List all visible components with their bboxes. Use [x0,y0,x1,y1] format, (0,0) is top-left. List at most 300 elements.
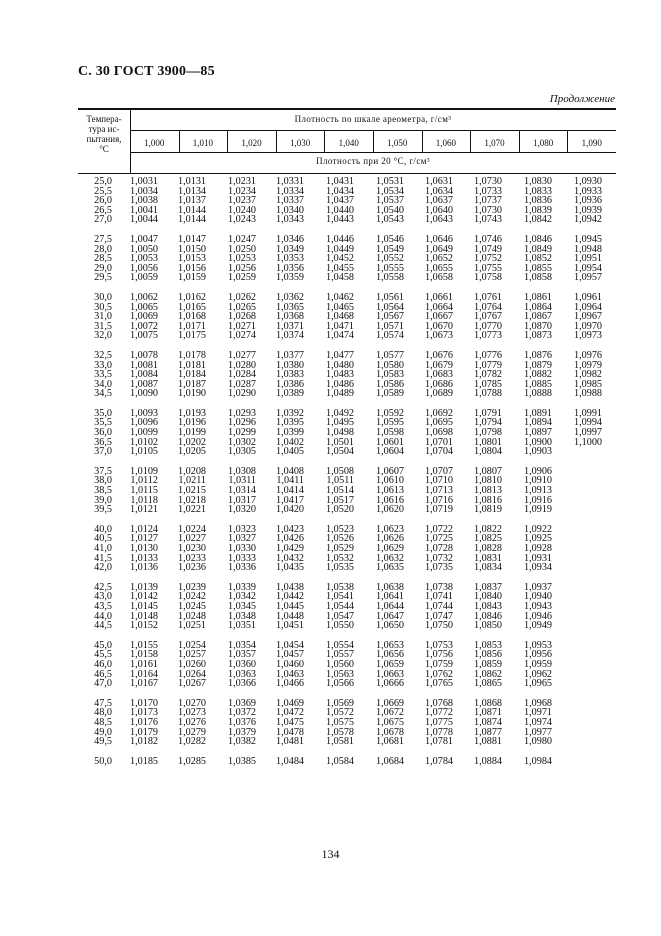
row-group [78,235,616,283]
row-group [78,525,616,573]
density-cell: 1,0327 [227,533,256,545]
density-cell: 1,0131 [177,176,206,187]
density-cell: 1,0765 [424,678,453,690]
density-cell: 1,0483 [325,369,354,381]
temperature-cell: 36,5 [94,436,112,448]
density-cell: 1,0730 [473,176,502,187]
density-cell: 1,1000 [573,436,602,448]
density-cell: 1,0592 [375,407,404,419]
density-cell: 1,0517 [325,494,354,506]
row-group [78,467,616,515]
density-cell: 1,0970 [573,320,602,332]
density-cell: 1,0168 [177,311,206,323]
density-cell: 1,0075 [129,330,158,342]
density-cell: 1,0974 [523,716,552,728]
density-cell: 1,0179 [129,726,158,738]
density-cell: 1,0383 [275,369,304,381]
density-cell: 1,0919 [523,504,552,516]
density-cell: 1,0260 [177,658,206,670]
density-cell: 1,0159 [177,272,206,284]
table-row [78,447,616,457]
density-cell: 1,0133 [129,552,158,564]
density-cell: 1,0764 [473,301,502,313]
scale-column-divider [567,130,568,152]
density-cell: 1,0661 [424,291,453,303]
density-cell: 1,0282 [177,736,206,748]
density-cell: 1,0462 [325,291,354,303]
density-cell: 1,0813 [473,485,502,497]
density-cell: 1,0277 [227,349,256,361]
density-cell: 1,0791 [473,407,502,419]
density-cell: 1,0130 [129,543,158,554]
density-cell: 1,0755 [473,262,502,274]
density-cell: 1,0302 [227,436,256,448]
density-cell: 1,0489 [325,388,354,400]
density-cell: 1,0498 [325,427,354,439]
density-cell: 1,0486 [325,378,354,390]
density-cell: 1,0681 [375,736,404,748]
density-cell: 1,0852 [523,253,552,265]
density-cell: 1,0469 [275,697,304,709]
density-cell: 1,0572 [325,707,354,719]
density-cell: 1,0738 [424,581,453,593]
density-cell: 1,0253 [227,253,256,265]
density-cell: 1,0078 [129,349,158,361]
density-cell: 1,0112 [130,475,158,487]
density-cell: 1,0243 [227,214,256,226]
density-cell: 1,0271 [227,320,256,332]
row-group [78,293,616,341]
density-cell: 1,0967 [573,311,602,323]
density-cell: 1,0362 [275,291,304,303]
table-top-rule [78,108,616,110]
density-cell: 1,0976 [573,349,602,361]
temperature-cell: 40,5 [94,533,112,545]
density-cell: 1,0420 [275,504,304,516]
density-cell: 1,0144 [177,204,206,216]
density-cell: 1,0231 [227,176,256,187]
density-cell: 1,0379 [227,726,256,738]
density-cell: 1,0759 [424,658,453,670]
density-cell: 1,0363 [227,668,256,680]
temperature-cell: 40,0 [94,523,112,535]
scale-column-divider [422,130,423,152]
temperature-cell: 44,5 [94,620,112,632]
density-cell: 1,0323 [227,523,256,535]
density-cell: 1,0256 [227,262,256,274]
temperature-cell: 32,0 [94,330,112,342]
density-cell: 1,0090 [129,388,158,400]
density-cell: 1,0374 [275,330,304,342]
density-cell: 1,0230 [177,543,206,554]
temperature-cell: 45,5 [94,649,112,661]
density-cell: 1,0692 [424,407,453,419]
density-cell: 1,0353 [275,253,304,265]
density-cell: 1,0873 [523,330,552,342]
density-cell: 1,0578 [325,726,354,738]
density-cell: 1,0982 [573,369,602,381]
density-cell: 1,0794 [473,417,502,429]
density-cell: 1,0139 [129,581,158,593]
density-cell: 1,0523 [325,523,354,535]
density-cell: 1,0102 [129,436,158,448]
temperature-cell: 38,5 [94,485,112,497]
density-cell: 1,0750 [424,620,453,632]
density-cell: 1,0997 [573,427,602,439]
density-cell: 1,0885 [523,378,552,390]
density-cell: 1,0287 [227,378,256,390]
density-cell: 1,0520 [325,504,354,516]
density-cell: 1,0164 [129,668,158,680]
density-cell: 1,0746 [473,233,502,245]
density-cell: 1,0365 [275,301,304,313]
density-cell: 1,0635 [375,562,404,574]
density-cell: 1,0637 [424,195,453,207]
density-cell: 1,0994 [573,417,602,429]
density-cell: 1,0580 [375,359,404,371]
density-cell: 1,0495 [325,417,354,429]
density-cell: 1,0250 [227,243,256,255]
density-cell: 1,0946 [523,610,552,622]
density-cell: 1,0689 [424,388,453,400]
density-cell: 1,0836 [523,195,552,207]
density-cell: 1,0643 [424,214,453,226]
density-cell: 1,0653 [375,639,404,651]
density-cell: 1,0900 [523,436,552,448]
density-cell: 1,0968 [523,697,552,709]
temperature-cell: 37,0 [94,446,112,458]
temperature-cell: 31,5 [94,320,112,332]
density-cell: 1,0547 [325,610,354,622]
density-cell: 1,0337 [275,195,304,207]
density-cell: 1,0540 [375,204,404,216]
density-cell: 1,0604 [375,446,404,458]
density-cell: 1,0096 [129,417,158,429]
density-cell: 1,0936 [573,195,602,207]
density-cell: 1,0595 [375,417,404,429]
table-row [78,737,616,747]
density-cell: 1,0979 [573,359,602,371]
density-cell: 1,0056 [129,262,158,274]
density-cell: 1,0616 [375,494,404,506]
density-cell: 1,0784 [424,755,453,767]
density-cell: 1,0233 [177,552,206,564]
density-cell: 1,0954 [573,262,602,274]
density-cell: 1,0781 [424,736,453,748]
density-cell: 1,0737 [473,195,502,207]
density-cell: 1,0443 [325,214,354,226]
density-cell: 1,0376 [227,716,256,728]
density-cell: 1,0284 [227,369,256,381]
scale-column-header: 1,080 [532,138,554,148]
density-cell: 1,0552 [375,253,404,265]
table-row [78,215,616,225]
density-cell: 1,0558 [375,272,404,284]
density-cell: 1,0988 [573,388,602,400]
density-cell: 1,0208 [177,465,206,477]
density-cell: 1,0977 [523,726,552,738]
density-cell: 1,0928 [523,543,552,554]
density-cell: 1,0175 [177,330,206,342]
density-cell: 1,0649 [424,243,453,255]
density-cell: 1,0822 [473,523,502,535]
density-cell: 1,0171 [177,320,206,332]
density-cell: 1,0452 [325,253,354,265]
density-cell: 1,0942 [573,214,602,226]
density-cell: 1,0679 [424,359,453,371]
density-cell: 1,0359 [275,272,304,284]
density-cell: 1,0395 [275,417,304,429]
density-cell: 1,0150 [177,243,206,255]
density-cell: 1,0280 [227,359,256,371]
density-cell: 1,0389 [275,388,304,400]
temperature-cell: 34,5 [94,388,112,400]
density-cell: 1,0951 [573,253,602,265]
density-cell: 1,0438 [275,581,304,593]
density-cell: 1,0429 [275,543,304,554]
density-cell: 1,0340 [275,204,304,216]
density-cell: 1,0650 [375,620,404,632]
density-cell: 1,0454 [275,639,304,651]
density-cell: 1,0701 [424,436,453,448]
density-cell: 1,0672 [375,707,404,719]
density-cell: 1,0465 [325,301,354,313]
density-cell: 1,0753 [424,639,453,651]
density-cell: 1,0385 [227,755,256,767]
temperature-cell: 43,0 [94,591,112,603]
density-cell: 1,0788 [473,388,502,400]
density-cell: 1,0543 [375,214,404,226]
density-cell: 1,0285 [177,755,206,767]
density-cell: 1,0962 [523,668,552,680]
temperature-cell: 47,0 [94,678,112,690]
row-group [78,351,616,399]
density-cell: 1,0752 [473,253,502,265]
density-cell: 1,0881 [473,736,502,748]
hydrometer-scale-header: Плотность по шкале ареометра, г/см³ [294,114,452,124]
density-cell: 1,0050 [129,243,158,255]
density-cell: 1,0957 [573,272,602,284]
density-cell: 1,0386 [275,378,304,390]
density-cell: 1,0504 [325,446,354,458]
density-cell: 1,0366 [227,678,256,690]
density-cell: 1,0423 [275,523,304,535]
density-cell: 1,0710 [424,475,453,487]
density-cell: 1,0342 [227,591,256,603]
density-cell: 1,0770 [473,320,502,332]
density-cell: 1,0776 [473,349,502,361]
density-cell: 1,0913 [523,485,552,497]
temperature-cell: 48,5 [94,716,112,728]
density-cell: 1,0574 [375,330,404,342]
density-cell: 1,0475 [275,716,304,728]
density-cell: 1,0471 [325,320,354,332]
scale-column-divider [276,130,277,152]
density-cell: 1,0290 [227,388,256,400]
density-cell: 1,0778 [424,726,453,738]
temperature-cell: 33,0 [94,359,112,371]
density-cell: 1,0758 [473,272,502,284]
scale-column-divider [373,130,374,152]
density-cell: 1,0472 [275,707,304,719]
density-cell: 1,0550 [325,620,354,632]
density-cell: 1,0980 [523,736,552,748]
density-cell: 1,0065 [129,301,158,313]
density-cell: 1,0380 [275,359,304,371]
density-cell: 1,0707 [424,465,453,477]
density-cell: 1,0544 [325,600,354,612]
density-cell: 1,0779 [473,359,502,371]
density-cell: 1,0320 [227,504,256,516]
scale-column-header: 1,010 [192,138,214,148]
continuation-label: Продолжение [549,93,615,105]
density-cell: 1,0480 [325,359,354,371]
density-cell: 1,0432 [275,552,304,564]
density-cell: 1,0785 [473,378,502,390]
density-cell: 1,0554 [325,639,354,651]
density-cell: 1,0333 [227,552,256,564]
density-cell: 1,0484 [275,755,304,767]
table-row [78,505,616,515]
density-cell: 1,0831 [473,552,502,564]
density-cell: 1,0531 [375,176,404,187]
density-cell: 1,0804 [473,446,502,458]
density-cell: 1,0856 [473,649,502,661]
density-cell: 1,0247 [227,233,256,245]
density-cell: 1,0583 [375,369,404,381]
temperature-cell: 29,5 [94,272,112,284]
density-cell: 1,0940 [523,591,552,603]
density-cell: 1,0910 [523,475,552,487]
density-cell: 1,0825 [473,533,502,545]
density-cell: 1,0716 [424,494,453,506]
density-cell: 1,0575 [325,716,354,728]
table-row [78,679,616,689]
density-cell: 1,0537 [375,195,404,207]
temperature-cell: 39,5 [94,504,112,516]
density-cell: 1,0442 [275,591,304,603]
density-cell: 1,0431 [325,176,354,187]
density-cell: 1,0501 [325,436,354,448]
density-cell: 1,0142 [129,591,158,603]
density-cell: 1,0891 [523,407,552,419]
density-cell: 1,0311 [228,475,256,487]
scale-columns-rule [130,152,616,153]
density-cell: 1,0240 [227,204,256,216]
temperature-cell: 47,5 [94,697,112,709]
density-cell: 1,0466 [275,678,304,690]
density-cell: 1,0965 [523,678,552,690]
density-cell: 1,0876 [523,349,552,361]
density-cell: 1,0744 [424,600,453,612]
density-cell: 1,0038 [129,195,158,207]
density-cell: 1,0884 [473,755,502,767]
density-cell: 1,0248 [177,610,206,622]
density-cell: 1,0478 [275,726,304,738]
density-cell: 1,0641 [375,591,404,603]
density-cell: 1,0508 [325,465,354,477]
density-cell: 1,0170 [129,697,158,709]
density-cell: 1,0182 [129,736,158,748]
density-cell: 1,0678 [375,726,404,738]
density-cell: 1,0349 [275,243,304,255]
density-cell: 1,0072 [129,320,158,332]
density-cell: 1,0646 [424,233,453,245]
density-cell: 1,0922 [523,523,552,535]
density-cell: 1,0669 [375,697,404,709]
density-cell: 1,0704 [424,446,453,458]
density-cell: 1,0870 [523,320,552,332]
density-cell: 1,0644 [375,600,404,612]
temperature-cell: 33,5 [94,369,112,381]
density-cell: 1,0202 [177,436,206,448]
density-cell: 1,0265 [227,301,256,313]
density-cell: 1,0698 [424,427,453,439]
density-cell: 1,0492 [325,407,354,419]
density-cell: 1,0937 [523,581,552,593]
table-row [78,563,616,573]
temperature-cell: 34,0 [94,378,112,390]
density-cell: 1,0099 [129,427,158,439]
density-cell: 1,0684 [375,755,404,767]
temperature-cell: 30,5 [94,301,112,313]
density-cell: 1,0158 [129,649,158,661]
density-cell: 1,0833 [523,185,552,197]
table-header [78,108,616,174]
density-20c-header: Плотность при 20 °С, г/см³ [316,156,430,166]
density-cell: 1,0176 [129,716,158,728]
density-cell: 1,0867 [523,311,552,323]
density-cell: 1,0964 [573,301,602,313]
density-cell: 1,0514 [325,485,354,497]
density-cell: 1,0296 [227,417,256,429]
density-cell: 1,0640 [424,204,453,216]
density-cell: 1,0173 [129,707,158,719]
density-cell: 1,0906 [523,465,552,477]
density-cell: 1,0683 [424,369,453,381]
density-cell: 1,0511 [326,475,354,487]
temperature-cell: 39,0 [94,494,112,506]
density-cell: 1,0943 [523,600,552,612]
density-cell: 1,0859 [473,658,502,670]
density-cell: 1,0577 [375,349,404,361]
density-cell: 1,0888 [523,388,552,400]
scale-column-divider [519,130,520,152]
density-cell: 1,0460 [275,658,304,670]
density-cell: 1,0546 [375,233,404,245]
density-cell: 1,0725 [424,533,453,545]
temperature-cell: 43,5 [94,600,112,612]
density-cell: 1,0768 [424,697,453,709]
density-cell: 1,0732 [424,552,453,564]
density-cell: 1,0670 [424,320,453,332]
density-cell: 1,0782 [473,369,502,381]
density-cell: 1,0566 [325,678,354,690]
density-cell: 1,0973 [573,330,602,342]
density-cell: 1,0772 [424,707,453,719]
density-cell: 1,0663 [375,668,404,680]
density-cell: 1,0555 [375,262,404,274]
density-cell: 1,0308 [227,465,256,477]
density-cell: 1,0819 [473,504,502,516]
temperature-cell: 42,0 [94,562,112,574]
density-cell: 1,0571 [375,320,404,332]
density-cell: 1,0629 [375,543,404,554]
density-cell: 1,0399 [275,427,304,439]
density-cell: 1,0882 [523,369,552,381]
density-cell: 1,0626 [375,533,404,545]
density-cell: 1,0178 [177,349,206,361]
